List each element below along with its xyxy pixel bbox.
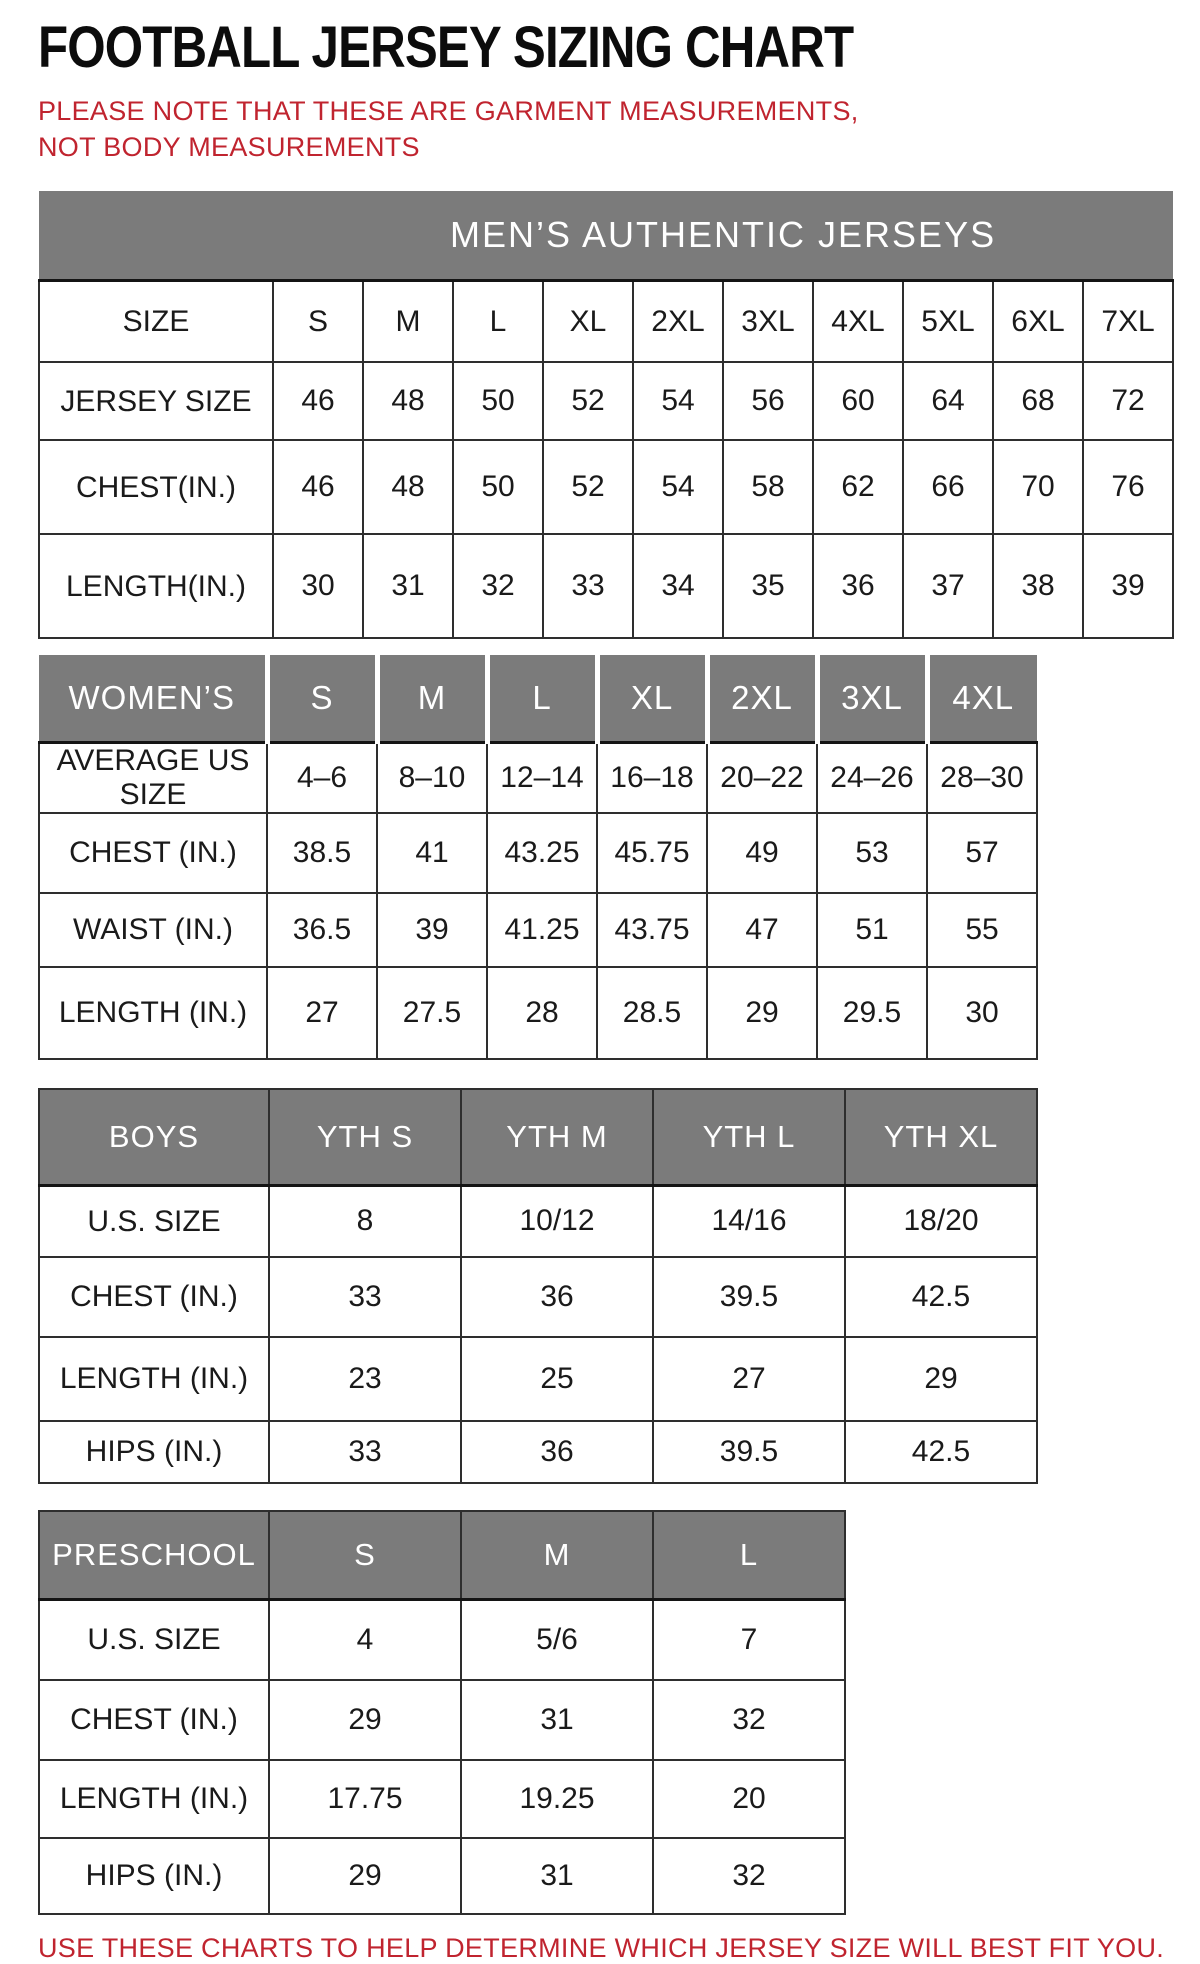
value-cell: 72 [1083,362,1173,440]
value-cell: 51 [817,893,927,967]
value-cell: 28–30 [927,743,1037,813]
row-label-cell: LENGTH (IN.) [39,1760,269,1838]
value-cell: 34 [633,534,723,638]
value-cell: 32 [653,1838,845,1914]
boys-table [38,1088,1038,1485]
value-cell: 42.5 [845,1257,1037,1337]
value-cell: 7 [653,1600,845,1680]
table-row [39,1838,845,1914]
value-cell: 17.75 [269,1760,461,1838]
column-header-cell: YTH L [653,1089,845,1186]
value-cell: 48 [363,440,453,534]
value-cell: 64 [903,362,993,440]
value-cell: 28.5 [597,967,707,1059]
value-cell: 62 [813,440,903,534]
value-cell: 43.75 [597,893,707,967]
value-cell: 8–10 [377,743,487,813]
row-label-cell: CHEST (IN.) [39,813,267,893]
value-cell: 16–18 [597,743,707,813]
value-cell: 43.25 [487,813,597,893]
value-cell: 32 [453,534,543,638]
value-cell: 27.5 [377,967,487,1059]
table-header-label-cell: BOYS [39,1089,269,1186]
table-row [39,534,1173,638]
value-cell: 46 [273,440,363,534]
value-cell: 37 [903,534,993,638]
row-label-cell: CHEST (IN.) [39,1257,269,1337]
value-cell: 19.25 [461,1760,653,1838]
value-cell: 24–26 [817,743,927,813]
row-label-cell: LENGTH(IN.) [39,534,273,638]
table-row [39,1760,845,1838]
value-cell: M [363,280,453,362]
value-cell: 50 [453,440,543,534]
value-cell: 36 [461,1421,653,1483]
value-cell: 55 [927,893,1037,967]
column-header-cell: 3XL [817,655,927,743]
value-cell: 3XL [723,280,813,362]
value-cell: 4–6 [267,743,377,813]
value-cell: 60 [813,362,903,440]
value-cell: 18/20 [845,1185,1037,1257]
page-title: FOOTBALL JERSEY SIZING CHART [38,15,854,80]
column-header-cell: XL [597,655,707,743]
value-cell: 4XL [813,280,903,362]
value-cell: 7XL [1083,280,1173,362]
row-label-cell: LENGTH (IN.) [39,1337,269,1421]
value-cell: XL [543,280,633,362]
value-cell: 38 [993,534,1083,638]
table-row [39,1600,845,1680]
value-cell: 35 [723,534,813,638]
value-cell: 20–22 [707,743,817,813]
table-row [39,1337,1037,1421]
table-row [39,440,1173,534]
value-cell: 2XL [633,280,723,362]
value-cell: 68 [993,362,1083,440]
value-cell: 41.25 [487,893,597,967]
table-row [39,1257,1037,1337]
value-cell: 36 [461,1257,653,1337]
value-cell: 20 [653,1760,845,1838]
value-cell: L [453,280,543,362]
column-header-cell: S [269,1511,461,1600]
value-cell: 14/16 [653,1185,845,1257]
value-cell: 31 [461,1838,653,1914]
row-label-cell: HIPS (IN.) [39,1838,269,1914]
row-label-cell: AVERAGE US SIZE [39,743,267,813]
row-label-cell: WAIST (IN.) [39,893,267,967]
column-header-cell: S [267,655,377,743]
column-header-cell: YTH M [461,1089,653,1186]
value-cell: 54 [633,440,723,534]
row-label-cell: HIPS (IN.) [39,1421,269,1483]
row-label-cell: CHEST (IN.) [39,1680,269,1760]
mens-authentic-jerseys-table [38,191,1174,640]
column-header-cell: 4XL [927,655,1037,743]
value-cell: 31 [461,1680,653,1760]
value-cell: 32 [653,1680,845,1760]
value-cell: 29 [845,1337,1037,1421]
value-cell: 30 [927,967,1037,1059]
table-row [39,1185,1037,1257]
value-cell: 56 [723,362,813,440]
table-row [39,1680,845,1760]
table-band-title [39,191,1173,281]
row-label-cell: U.S. SIZE [39,1600,269,1680]
value-cell: 76 [1083,440,1173,534]
value-cell: 33 [269,1257,461,1337]
table-header-label-cell: WOMEN’S [39,655,267,743]
value-cell: 25 [461,1337,653,1421]
value-cell: 66 [903,440,993,534]
column-header-cell: YTH S [269,1089,461,1186]
row-label-cell: LENGTH (IN.) [39,967,267,1059]
value-cell: 29 [269,1838,461,1914]
value-cell: 33 [269,1421,461,1483]
value-cell: 36.5 [267,893,377,967]
value-cell: 47 [707,893,817,967]
table-row [39,967,1037,1059]
garment-measurements-note: PLEASE NOTE THAT THESE ARE GARMENT MEASUREMENTS, NOT BODY MEASUREMENTS [38,95,859,162]
value-cell: 48 [363,362,453,440]
column-header-cell: 2XL [707,655,817,743]
value-cell: 52 [543,440,633,534]
column-header-cell: L [653,1511,845,1600]
row-label-cell: U.S. SIZE [39,1185,269,1257]
value-cell: 39.5 [653,1421,845,1483]
value-cell: 30 [273,534,363,638]
column-header-cell: YTH XL [845,1089,1037,1186]
value-cell: 28 [487,967,597,1059]
table-band-title-text: MEN’S AUTHENTIC JERSEYS [450,213,997,255]
value-cell: 39 [1083,534,1173,638]
value-cell: 42.5 [845,1421,1037,1483]
column-header-cell: M [377,655,487,743]
value-cell: 29 [269,1680,461,1760]
value-cell: 27 [653,1337,845,1421]
table-row [39,743,1037,813]
value-cell: 6XL [993,280,1083,362]
value-cell: 54 [633,362,723,440]
column-header-cell: L [487,655,597,743]
value-cell: 45.75 [597,813,707,893]
value-cell: 10/12 [461,1185,653,1257]
preschool-table [38,1510,846,1915]
value-cell: 29.5 [817,967,927,1059]
table-row [39,280,1173,362]
value-cell: 5XL [903,280,993,362]
value-cell: 5/6 [461,1600,653,1680]
row-label-cell: SIZE [39,280,273,362]
value-cell: 8 [269,1185,461,1257]
value-cell: 39.5 [653,1257,845,1337]
value-cell: 38.5 [267,813,377,893]
table-row [39,893,1037,967]
value-cell: 46 [273,362,363,440]
value-cell: 39 [377,893,487,967]
value-cell: 58 [723,440,813,534]
value-cell: 27 [267,967,377,1059]
value-cell: 12–14 [487,743,597,813]
column-header-cell: M [461,1511,653,1600]
value-cell: 41 [377,813,487,893]
value-cell: 23 [269,1337,461,1421]
value-cell: S [273,280,363,362]
row-label-cell: JERSEY SIZE [39,362,273,440]
value-cell: 57 [927,813,1037,893]
value-cell: 4 [269,1600,461,1680]
row-label-cell: CHEST(IN.) [39,440,273,534]
value-cell: 31 [363,534,453,638]
value-cell: 29 [707,967,817,1059]
value-cell: 52 [543,362,633,440]
footer-note: USE THESE CHARTS TO HELP DETERMINE WHICH JERSEY SIZE WILL BEST FIT YOU. [38,1932,1165,1963]
value-cell: 50 [453,362,543,440]
table-row [39,362,1173,440]
value-cell: 36 [813,534,903,638]
womens-table [38,655,1038,1059]
table-header-label-cell: PRESCHOOL [39,1511,269,1600]
value-cell: 53 [817,813,927,893]
table-row [39,1421,1037,1483]
value-cell: 49 [707,813,817,893]
value-cell: 70 [993,440,1083,534]
table-row [39,813,1037,893]
value-cell: 33 [543,534,633,638]
